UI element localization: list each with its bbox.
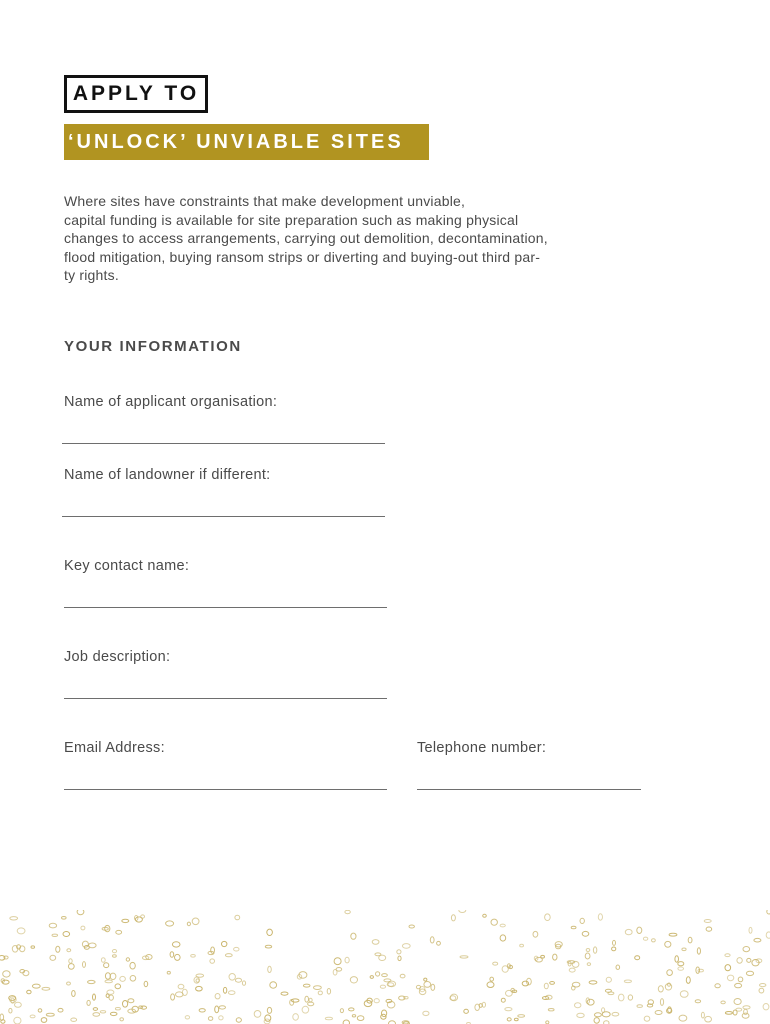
pattern-speck (437, 941, 441, 945)
pattern-speck (742, 1013, 749, 1018)
pattern-speck (618, 994, 624, 1001)
pattern-speck (744, 1009, 748, 1014)
pattern-speck (88, 980, 96, 983)
pattern-speck (725, 954, 730, 957)
pattern-speck (738, 977, 743, 982)
pattern-speck (594, 1018, 599, 1024)
pattern-speck (267, 929, 273, 935)
pattern-speck (130, 962, 135, 969)
telephone-field[interactable] (417, 789, 641, 790)
pattern-speck (535, 957, 542, 962)
pattern-speck (199, 1009, 205, 1012)
pattern-speck (350, 977, 357, 983)
pattern-speck (68, 964, 74, 970)
pattern-speck (715, 984, 720, 988)
pattern-speck (265, 1015, 271, 1021)
pattern-speck (376, 972, 380, 976)
pattern-speck (500, 935, 506, 941)
pattern-speck (172, 942, 180, 947)
job-label: Job description: (64, 649, 171, 665)
pattern-speck (733, 1010, 737, 1015)
title-banner (64, 124, 429, 160)
section-heading: YOUR INFORMATION (64, 338, 242, 355)
pattern-speck (144, 981, 148, 986)
pattern-speck (208, 1017, 212, 1021)
pattern-speck (500, 924, 505, 927)
pattern-speck (608, 992, 614, 995)
pattern-speck (349, 1008, 354, 1011)
pattern-speck (175, 954, 181, 960)
pattern-speck (109, 995, 113, 1000)
pattern-speck (743, 1006, 750, 1009)
intro-paragraph (64, 192, 654, 285)
pattern-speck (424, 978, 427, 981)
pattern-speck (67, 982, 71, 985)
pattern-speck (587, 963, 590, 966)
pattern-speck (760, 984, 766, 987)
pattern-speck (409, 925, 414, 928)
pattern-speck (15, 1002, 22, 1007)
pattern-speck (655, 1011, 662, 1015)
pattern-speck (268, 966, 272, 972)
pattern-speck (352, 1015, 355, 1017)
pattern-speck (612, 947, 616, 951)
pattern-speck (370, 976, 373, 979)
pattern-speck (357, 1016, 364, 1021)
pattern-speck (374, 999, 379, 1003)
pattern-speck (228, 991, 235, 995)
title-line-1: APPLY TO (72, 82, 200, 105)
pattern-speck (582, 931, 589, 936)
pattern-speck (375, 953, 381, 956)
pattern-speck (38, 1009, 42, 1012)
pattern-speck (737, 958, 742, 964)
pattern-speck (522, 981, 528, 986)
pattern-speck (643, 937, 647, 940)
pattern-speck (721, 1001, 725, 1004)
pattern-speck (763, 1004, 769, 1010)
email-field[interactable] (64, 789, 387, 790)
pattern-speck (318, 991, 322, 995)
pattern-speck (101, 958, 105, 963)
pattern-speck (553, 954, 557, 960)
intro-line: ty rights. (64, 267, 119, 283)
pattern-speck (185, 1016, 189, 1019)
pattern-speck (107, 990, 114, 994)
pattern-speck (17, 928, 25, 934)
pattern-speck (697, 948, 700, 954)
pattern-speck (628, 995, 632, 1000)
pattern-speck (120, 976, 126, 981)
pattern-speck (493, 962, 498, 965)
pattern-speck (746, 971, 753, 975)
pattern-speck (704, 920, 711, 923)
pattern-speck (507, 1018, 511, 1021)
pattern-speck (187, 922, 190, 926)
pattern-speck (49, 923, 56, 928)
pattern-speck (314, 986, 322, 990)
pattern-speck (87, 1000, 90, 1005)
pattern-speck (67, 949, 71, 952)
pattern-speck (267, 1007, 271, 1013)
pattern-speck (225, 954, 232, 957)
pattern-speck (112, 950, 116, 953)
pattern-speck (701, 1012, 704, 1018)
pattern-speck (303, 984, 310, 987)
pattern-speck (130, 976, 136, 982)
pattern-speck (30, 1015, 35, 1018)
pattern-speck (72, 991, 76, 997)
intro-line: changes to access arrangements, carrying out demolition, decontamination, (64, 230, 548, 246)
pattern-speck (343, 1020, 349, 1024)
pattern-speck (254, 1011, 261, 1018)
pattern-speck (126, 958, 129, 961)
pattern-speck (116, 930, 122, 934)
pattern-speck (122, 919, 129, 922)
pattern-speck (192, 918, 199, 925)
pattern-speck (196, 979, 199, 982)
organisation-field[interactable] (62, 443, 385, 444)
pattern-speck (460, 956, 468, 958)
pattern-speck (334, 958, 341, 965)
pattern-speck (229, 974, 235, 981)
pattern-speck (9, 1008, 12, 1013)
pattern-speck (14, 1017, 21, 1024)
pattern-speck (50, 955, 56, 960)
pattern-speck (222, 941, 227, 946)
pattern-speck (602, 1008, 605, 1013)
pattern-speck (647, 1004, 652, 1007)
pattern-speck (637, 1005, 642, 1008)
pattern-speck (123, 1001, 128, 1008)
pattern-speck (585, 953, 590, 959)
pattern-speck (171, 994, 175, 1000)
pattern-speck (652, 939, 656, 942)
pattern-speck (93, 1013, 100, 1017)
pattern-speck (550, 982, 555, 985)
pattern-speck (182, 989, 187, 995)
pattern-speck (235, 978, 241, 982)
pattern-speck (475, 1004, 480, 1010)
pattern-speck (105, 925, 110, 931)
pattern-speck (506, 990, 513, 996)
pattern-speck (191, 955, 196, 958)
pattern-speck (215, 1006, 219, 1013)
pattern-speck (219, 1006, 225, 1009)
pattern-speck (665, 941, 671, 947)
pattern-speck (196, 974, 204, 977)
pattern-speck (113, 955, 117, 957)
pattern-speck (698, 969, 703, 972)
pattern-speck (491, 919, 497, 925)
pattern-speck (483, 914, 487, 917)
pattern-speck (167, 971, 170, 974)
pattern-speck (679, 1015, 687, 1021)
pattern-speck (234, 947, 239, 951)
pattern-speck (613, 940, 616, 945)
pattern-speck (546, 1021, 549, 1024)
pattern-speck (431, 984, 435, 990)
contact-label: Key contact name: (64, 558, 190, 574)
pattern-speck (31, 946, 35, 948)
pattern-speck (505, 1008, 512, 1011)
pattern-speck (544, 983, 548, 989)
organisation-label: Name of applicant organisation: (64, 394, 278, 410)
pattern-speck (100, 1011, 105, 1013)
pattern-speck (580, 918, 584, 923)
pattern-speck (345, 957, 349, 963)
pattern-speck (635, 956, 640, 960)
pattern-speck (62, 917, 67, 920)
email-label: Email Address: (64, 740, 165, 756)
pattern-speck (128, 999, 134, 1003)
pattern-speck (89, 943, 97, 948)
pattern-speck (725, 965, 731, 971)
pattern-speck (27, 990, 31, 994)
pattern-speck (42, 987, 50, 990)
pattern-speck (327, 989, 330, 995)
pattern-speck (398, 956, 401, 961)
pattern-speck (345, 910, 350, 913)
pattern-speck (93, 1008, 97, 1011)
pattern-speck (236, 1018, 241, 1022)
pattern-speck (293, 1014, 299, 1021)
pattern-speck (766, 932, 770, 938)
pattern-speck (115, 984, 121, 989)
pattern-speck (270, 982, 277, 988)
pattern-speck (682, 948, 686, 951)
pattern-speck (594, 1013, 601, 1017)
pattern-speck (105, 980, 112, 983)
pattern-speck (589, 981, 597, 984)
pattern-speck (81, 926, 85, 930)
pattern-speck (93, 994, 96, 1000)
pattern-speck (325, 1017, 332, 1020)
intro-line: flood mitigation, buying ransom strips or diverting and buying-out third par- (64, 248, 541, 265)
pattern-speck (309, 998, 312, 1002)
pattern-speck (747, 958, 751, 962)
pattern-speck (514, 1018, 518, 1020)
pattern-speck (308, 1002, 314, 1006)
pattern-speck (69, 959, 72, 964)
pattern-speck (382, 974, 388, 977)
pattern-speck (52, 934, 58, 936)
pattern-speck (705, 1016, 712, 1022)
pattern-speck (545, 914, 551, 921)
pattern-speck (333, 970, 337, 976)
pattern-speck (606, 977, 611, 982)
pattern-speck (688, 937, 692, 943)
pattern-speck (754, 938, 761, 942)
pattern-speck (593, 947, 596, 953)
pattern-speck (680, 991, 688, 998)
decorative-dot-pattern (0, 910, 770, 1024)
contact-field[interactable] (64, 607, 387, 608)
pattern-speck (571, 926, 576, 929)
pattern-speck (41, 1018, 47, 1023)
pattern-speck (624, 980, 631, 983)
pattern-speck (637, 927, 642, 933)
pattern-speck (464, 1009, 469, 1013)
pattern-speck (533, 931, 538, 937)
pattern-speck (572, 961, 579, 967)
pattern-speck (520, 944, 524, 947)
pattern-speck (424, 982, 431, 988)
pattern-speck (223, 987, 226, 993)
pattern-speck (625, 929, 632, 934)
pattern-speck (397, 950, 401, 954)
pattern-speck (482, 1002, 485, 1007)
pattern-speck (706, 927, 712, 931)
pattern-speck (215, 994, 220, 999)
pattern-speck (660, 999, 663, 1006)
pattern-speck (577, 1013, 584, 1017)
pattern-speck (110, 1012, 117, 1015)
pattern-speck (402, 944, 410, 949)
pattern-speck (110, 973, 116, 979)
pattern-speck (115, 1008, 120, 1010)
pattern-speck (502, 966, 508, 973)
pattern-speck (423, 1011, 429, 1015)
pattern-speck (695, 1000, 700, 1003)
pattern-speck (305, 996, 309, 1002)
pattern-speck (219, 1016, 223, 1020)
pattern-speck (281, 992, 288, 995)
pattern-speck (665, 984, 671, 990)
pattern-speck (235, 915, 240, 920)
pattern-speck (170, 952, 174, 958)
pattern-speck (400, 974, 405, 978)
pattern-speck (451, 915, 455, 921)
pattern-speck (727, 975, 733, 981)
pattern-speck (10, 917, 18, 920)
pattern-speck (210, 959, 215, 963)
pattern-speck (644, 1016, 650, 1021)
pattern-speck (667, 970, 673, 976)
pattern-speck (675, 956, 679, 962)
intro-line: capital funding is available for site preparation such as making physical (64, 211, 519, 228)
pattern-speck (135, 917, 142, 922)
pattern-speck (196, 986, 203, 991)
pattern-speck (242, 981, 245, 985)
pattern-speck (82, 941, 88, 947)
pattern-speck (587, 999, 594, 1005)
pattern-speck (678, 967, 684, 970)
pattern-speck (686, 977, 690, 984)
pattern-speck (518, 1015, 525, 1018)
pattern-speck (3, 971, 10, 977)
landowner-label: Name of landowner if different: (64, 467, 271, 483)
pattern-speck (77, 910, 84, 915)
pattern-speck (735, 983, 742, 987)
pattern-speck (46, 1013, 54, 1016)
pattern-speck (166, 921, 174, 926)
pattern-speck (743, 947, 750, 952)
pattern-speck (459, 910, 466, 913)
pattern-speck (380, 985, 385, 988)
pattern-speck (83, 962, 86, 968)
pattern-speck (351, 933, 356, 939)
pattern-speck (63, 932, 70, 937)
pattern-speck (178, 984, 184, 989)
pattern-speck (58, 1008, 63, 1012)
pattern-speck (104, 963, 109, 968)
pattern-speck (678, 962, 684, 966)
pattern-speck (71, 1018, 77, 1021)
intro-line: Where sites have constraints that make development unviable, (64, 193, 466, 209)
pattern-speck (548, 1009, 554, 1011)
pattern-speck (501, 998, 505, 1002)
pattern-speck (120, 1018, 124, 1021)
pattern-speck (759, 988, 764, 993)
telephone-label: Telephone number: (417, 740, 547, 756)
pattern-speck (490, 977, 494, 981)
job-field[interactable] (64, 698, 387, 699)
pattern-speck (616, 965, 620, 969)
title-line-2: ‘UNLOCK’ UNVIABLE SITES (68, 130, 404, 153)
title-box (64, 75, 208, 113)
pattern-speck (430, 937, 434, 943)
pattern-speck (340, 1009, 343, 1013)
pattern-speck (302, 1006, 309, 1013)
pattern-speck (372, 940, 379, 945)
pattern-speck (749, 927, 752, 933)
pattern-speck (487, 982, 494, 988)
pattern-speck (575, 1003, 581, 1008)
pattern-speck (669, 933, 677, 936)
pattern-speck (668, 1007, 672, 1013)
pattern-speck (56, 946, 60, 952)
pattern-speck (32, 984, 40, 988)
pattern-speck (569, 968, 575, 972)
pattern-speck (734, 999, 741, 1005)
pattern-speck (265, 945, 271, 948)
landowner-field[interactable] (62, 516, 385, 517)
pattern-speck (725, 1012, 732, 1015)
pattern-speck (598, 914, 602, 920)
pattern-speck (658, 986, 663, 992)
pattern-speck (612, 1012, 619, 1016)
pattern-speck (586, 949, 590, 952)
